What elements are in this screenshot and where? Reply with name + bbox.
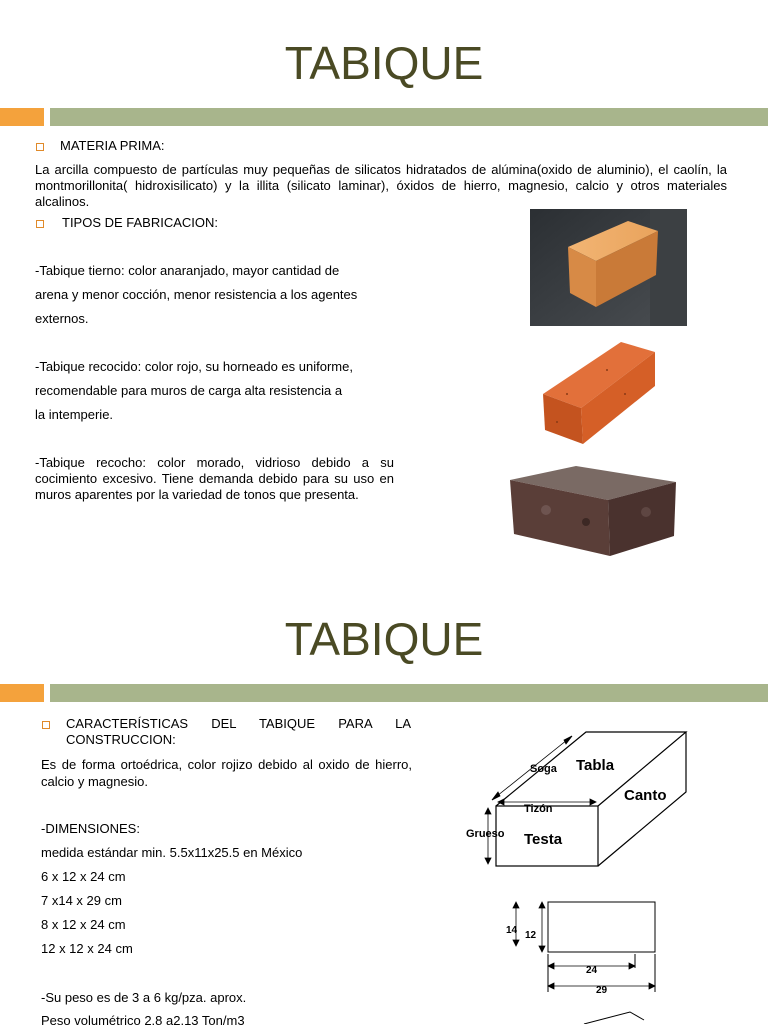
peso-line: -Su peso es de 3 a 6 kg/pza. aprox. (41, 990, 247, 1005)
canto-label: Canto (624, 787, 667, 804)
tabique-recocho-photo (506, 462, 679, 559)
dimension-line: 7 x14 x 29 cm (41, 893, 122, 908)
tipos-heading: TIPOS DE FABRICACION: (62, 215, 219, 230)
tabique-recocido-photo (537, 334, 662, 450)
tierno-line-3: externos. (35, 311, 89, 326)
brick-partial-diagram (580, 1008, 670, 1024)
materia-prima-text: La arcilla compuesto de partículas muy pequeñas de silicatos hidratados de alúmina(oxido de aluminio), el caolín, la montmorillonita( hidroxisilicato) y la illita (silicato laminar), óxidos de hierro, magnesio, calcio y otros materiales alcalinos. (35, 162, 727, 209)
accent-bar-orange (0, 108, 44, 126)
soga-label: Soga (530, 763, 557, 775)
recocido-line-2: recomendable para muros de carga alta resistencia a (35, 383, 343, 398)
square-bullet-icon (36, 220, 44, 228)
caracteristicas-bullet (42, 716, 411, 748)
tabla-label: Tabla (576, 757, 615, 774)
tipos-bullet (36, 215, 218, 230)
tizon-label: Tizón (524, 803, 553, 815)
accent-bar-orange-2 (0, 684, 44, 702)
materia-prima-bullet (36, 138, 165, 153)
square-bullet-icon (36, 143, 44, 151)
testa-label: Testa (524, 831, 563, 848)
recocho-text: -Tabique recocho: color morado, vidrioso debido a su cocimiento excesivo. Tiene demanda debido para su uso en muros aparentes por la variedad de tonos que presenta. (35, 455, 394, 502)
recocido-line-1: -Tabique recocido: color rojo, su horneado es uniforme, (35, 359, 353, 374)
materia-prima-heading: MATERIA PRIMA: (60, 138, 165, 153)
slide1-title: TABIQUE (284, 37, 484, 89)
dimension-line: 6 x 12 x 24 cm (41, 869, 126, 884)
brick-dimension-drawing (500, 896, 670, 996)
tabique-tierno-photo (530, 209, 687, 326)
dimension-line: 8 x 12 x 24 cm (41, 917, 126, 932)
tierno-line-2: arena y menor cocción, menor resistencia a los agentes (35, 287, 358, 302)
dimension-29-label: 29 (596, 985, 608, 996)
dimension-12-label: 12 (525, 930, 537, 941)
accent-bar-green-2 (50, 684, 768, 702)
forma-text: Es de forma ortoédrica, color rojizo debido al oxido de hierro, calcio y magnesio. (41, 757, 412, 789)
dimension-14-label: 14 (506, 925, 518, 936)
brick-nomenclature-diagram (462, 728, 692, 868)
tierno-line-1: -Tabique tierno: color anaranjado, mayor cantidad de (35, 263, 340, 278)
recocido-line-3: la intemperie. (35, 407, 114, 422)
dimension-line: 12 x 12 x 24 cm (41, 941, 133, 956)
dimensiones-heading: -DIMENSIONES: (41, 821, 140, 836)
dimension-line: medida estándar min. 5.5x11x25.5 en México (41, 845, 303, 860)
square-bullet-icon (42, 721, 50, 729)
peso-volumetrico-line: Peso volumétrico 2.8 a2.13 Ton/m3 (41, 1013, 245, 1028)
accent-bar-green (50, 108, 768, 126)
slide2-title: TABIQUE (284, 613, 484, 665)
dimension-24-label: 24 (586, 965, 598, 976)
caracteristicas-heading: CARACTERÍSTICAS DEL TABIQUE PARA LA CONSTRUCCION: (66, 716, 411, 747)
grueso-label: Grueso (466, 828, 505, 840)
